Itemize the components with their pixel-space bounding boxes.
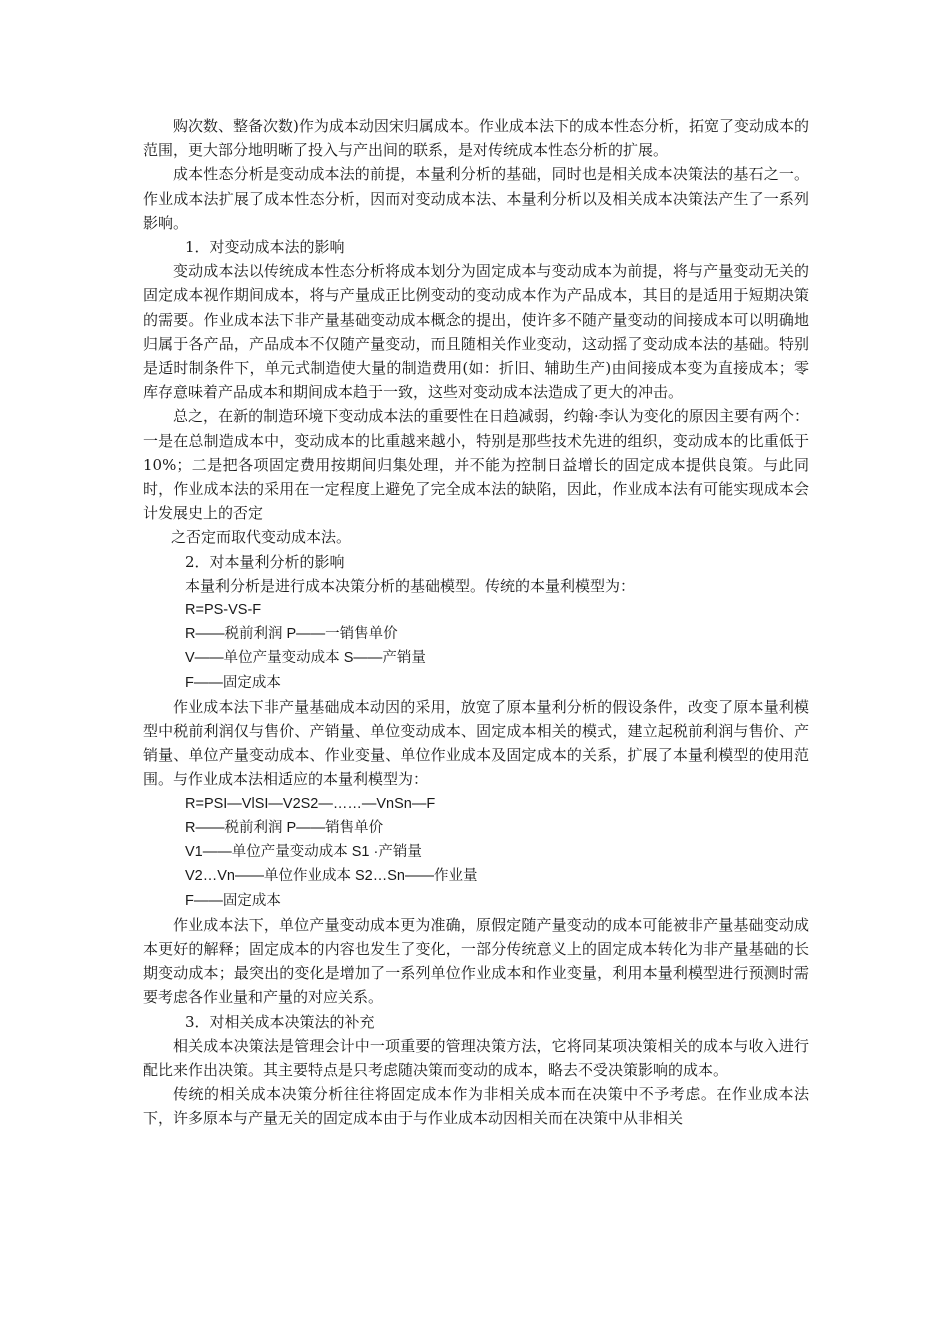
formula-legend-v-s: V——单位产量变动成本 S——产销量 <box>185 650 426 667</box>
section-heading-relevant-cost: 3．对相关成本决策法的补充 <box>185 1012 375 1031</box>
paragraph-variable-costing-impact: 变动成本法以传统成本性态分析将成本划分为固定成本与变动成本为前提，将与产量变动无关的固定成本视作期间成本，将与产量成正比例变动的变动成本作为产品成本，其目的是适用于短期决策的需要。作业成本法下非产量基础变动成本概念的提出，使许多不随产量变动的间接成本可以明确地归属于各产品，产品成本不仅随产量变动，而且随相关作业变动，这动摇了变动成本法的基础。特别是适时制条件下，单元式制造使大量的制造费用(如：折旧、辅助生产)由间接成本变为直接成本；零库存意味着产品成本和期间成本趋于一致，这些对变动成本法造成了更大的冲击。 <box>143 262 809 402</box>
formula-traditional-cvp: R=PS-VS-F <box>185 602 262 619</box>
paragraph-cost-behavior-foundation: 成本性态分析是变动成本法的前提，本量利分析的基础，同时也是相关成本决策法的基石之一。作业成本法扩展了成本性态分析，因而对变动成本法、本量利分析以及相关成本决策法产生了一系列影响。 <box>143 165 809 232</box>
formula-abc-legend-v1-s1: V1——单位产量变动成本 S1 ·产销量 <box>185 844 422 861</box>
paragraph-variable-costing-decline: 总之，在新的制造环境下变动成本法的重要性在日趋减弱，约翰·李认为变化的原因主要有两个：一是在总制造成本中，变动成本的比重越来越小，特别是那些技术先进的组织，变动成本的比重低于 10%；二是把各项固定费用按期间归集处理，并不能为控制日益增长的固定成本提供良策。与此同时，作业成本法的采用在一定程度上避免了完全成本法的缺陷，因此，作业成本法有可能实现成本会计发展史上的否定 <box>143 407 809 523</box>
section-heading-cvp-analysis: 2．对本量利分析的影响 <box>185 552 345 571</box>
paragraph-continuation: 之否定而取代变动成本法。 <box>171 528 352 547</box>
formula-legend-f: F——固定成本 <box>185 674 281 691</box>
paragraph-relevant-cost-traditional: 传统的相关成本决策分析往往将固定成本作为非相关成本而在决策中不予考虑。在作业成本法下，许多原本与产量无关的固定成本由于与作业成本动因相关而在决策中从非相关 <box>143 1085 809 1128</box>
document-body <box>143 114 809 1131</box>
paragraph-abc-cvp-effects: 作业成本法下，单位产量变动成本更为准确，原假定随产量变动的成本可能被非产量基础变动成本更好的解释；固定成本的内容也发生了变化，一部分传统意义上的固定成本转化为非产量基础的长期变动成本；最突出的变化是增加了一系列单位作业成本和作业变量，利用本量利模型进行预测时需要考虑各作业量和产量的对应关系。 <box>143 915 809 1007</box>
formula-abc-legend-r-p: R——税前利润 P——销售单价 <box>185 819 384 836</box>
section-heading-variable-costing: 1．对变动成本法的影响 <box>185 238 345 257</box>
formula-abc-legend-f: F——固定成本 <box>185 892 281 909</box>
paragraph-abc-cvp-model: 作业成本法下非产量基础成本动因的采用，放宽了原本量利分析的假设条件，改变了原本量利模型中税前利润仅与售价、产销量、单位变动成本、固定成本相关的模式，建立起税前利润与售价、产销量、单位产量变动成本、作业变量、单位作业成本及固定成本的关系，扩展了本量利模型的使用范围。与作业成本法相适应的本量利模型为： <box>143 697 809 789</box>
paragraph-cvp-intro: 本量利分析是进行成本决策分析的基础模型。传统的本量利模型为： <box>185 576 636 595</box>
paragraph-relevant-cost-definition: 相关成本决策法是管理会计中一项重要的管理决策方法，它将同某项决策相关的成本与收入进行配比来作出决策。其主要特点是只考虑随决策而变动的成本，略去不受决策影响的成本。 <box>143 1036 809 1079</box>
paragraph-cost-behavior-extension: 购次数、整备次数)作为成本动因宋归属成本。作业成本法下的成本性态分析，拓宽了变动成本的范围，更大部分地明晰了投入与产出间的联系，是对传统成本性态分析的扩展。 <box>143 117 809 160</box>
formula-abc-cvp: R=PSI—VlSI—V2S2—……—VnSn—F <box>185 795 436 812</box>
formula-legend-r-p: R——税前利润 P——一销售单价 <box>185 626 398 643</box>
formula-abc-legend-vn-sn: V2…Vn——单位作业成本 S2…Sn——作业量 <box>185 868 478 885</box>
